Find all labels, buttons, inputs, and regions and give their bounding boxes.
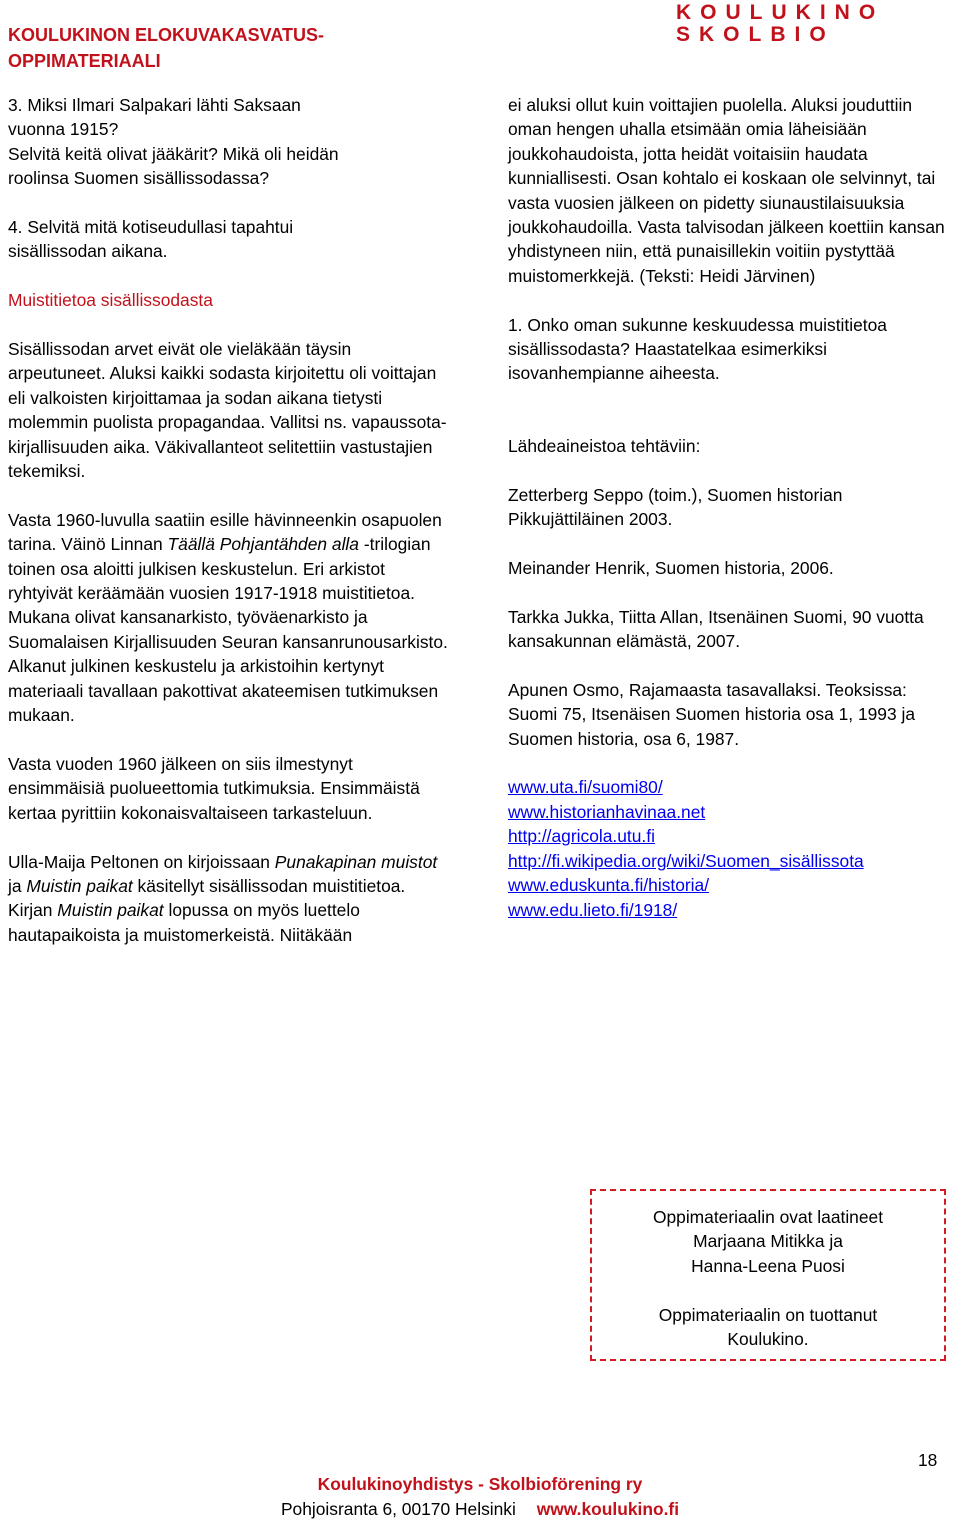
right-column [508,93,948,922]
paragraph-3: Vasta vuoden 1960 jälkeen on siis ilmestynyt ensimmäisiä puolueettomia tutkimuksia. Ensimmäistä kertaa pyrittiin kokonaisvaltaiseen tarkasteluun. [8,753,420,823]
source-2: Meinander Henrik, Suomen historia, 2006. [508,557,834,578]
book-title-muistin-paikat: Muistin paikat [26,875,133,896]
question-1: 1. Onko oman sukunne keskuudessa muistitietoa sisällissodasta? Haastatelkaa esimerkiksi isovanhempianne aiheesta. [508,314,887,384]
question-4-line2: sisällissodan aikana. [8,241,168,262]
credits-authors [592,1205,944,1278]
paragraph-4-text-b: ja [8,875,27,896]
credits-producer [592,1303,944,1352]
question-3 [8,93,448,191]
source-1: Zetterberg Seppo (toim.), Suomen historian Pikkujättiläinen 2003. [508,484,843,530]
paragraph-4-text-a: Ulla-Maija Peltonen on kirjoissaan [8,851,275,872]
paragraph-2-text-a: Vasta 1960-luvulla saatiin esille hävinneenkin osapuolen tarina. Väinö Linnan [8,509,442,555]
section-heading: Muistitietoa sisällissodasta [8,290,213,311]
paragraph-4-text-d: lopussa on myös luettelo hautapaikoista ja muistomerkeistä. Niitäkään [8,900,360,945]
footer-contact [0,1497,960,1522]
document-title-line1: KOULUKINON ELOKUVAKASVATUS- [8,25,324,45]
book-title-muistin-paikat-2: Muistin paikat [57,900,164,921]
credits-line1: Oppimateriaalin ovat laatineet [652,1207,884,1227]
logo-line2: SKOLBIO [676,23,835,46]
link-historianhavinaa[interactable]: www.historianhavinaa.net [508,801,706,822]
paragraph-4 [8,850,448,948]
footer-address: Pohjoisranta 6, 00170 Helsinki [280,1499,516,1519]
paragraph-1: Sisällissodan arvet eivät ole vieläkään täysin arpeutuneet. Aluksi kaikki sodasta kirjoitettu oli voittajan eli valkoisten kirjoittamaa ja sodan aikana tietysti molemmin puolista propagandaa. Vallitsi ns. vapaussota-kirjallisuuden aika. Väkivallanteot selitettiin vastustajien tekemiksi. [8,339,447,482]
footer-organization: Koulukinoyhdistys - Skolbioförening ry [317,1474,643,1494]
question-4-line1: 4. Selvitä mitä kotiseudullasi tapahtui [8,217,294,238]
link-list [508,775,948,921]
link-wikipedia[interactable]: http://fi.wikipedia.org/wiki/Suomen_sisällissota [508,850,864,871]
continued-paragraph: ei aluksi ollut kuin voittajien puolella. Aluksi jouduttiin oman hengen uhalla etsimään omia läheisiään joukkohaudoista, jotta heidät voitaisiin haudata kunniallisesti. Osan kohtalo ei koskaan ole selvinnyt, tai vasta vuosien jälkeen on pidetty siunaustilaisuuksia joukkohaudoilla. Vasta talvisodan jälkeen koettiin kansan yhdistyneen niin, että punaisillekin voitiin pystyttää muistomerkkejä. (Teksti: Heidi Järvinen) [508,95,945,286]
question-3-line3: Selvitä keitä olivat jääkärit? Mikä oli heidän [8,143,339,164]
source-3: Tarkka Jukka, Tiitta Allan, Itsenäinen Suomi, 90 vuotta kansakunnan elämästä, 2007. [508,606,924,652]
sources-heading: Lähdeaineistoa tehtäviin: [508,435,701,456]
link-agricola[interactable]: http://agricola.utu.fi [508,826,655,847]
paragraph-2 [8,508,448,728]
credits-line5: Koulukino. [727,1329,809,1350]
link-edu-lieto[interactable]: www.edu.lieto.fi/1918/ [508,899,678,920]
footer-website[interactable]: www.koulukino.fi [536,1499,680,1519]
book-title-punakapinan-muistot: Punakapinan muistot [274,851,438,872]
document-title-line2: OPPIMATERIAALI [8,51,161,71]
credits-line2: Marjaana Mitikka ja [693,1231,843,1252]
book-title-pohjantahden: Täällä Pohjantähden alla [167,534,359,555]
question-4 [8,215,448,264]
link-eduskunta[interactable]: www.eduskunta.fi/historia/ [508,875,710,896]
koulukino-logo [676,2,954,46]
credits-line4: Oppimateriaalin on tuottanut [658,1304,878,1325]
logo-line1: KOULUKINO [676,1,885,24]
paragraph-2-text-b: -trilogian toinen osa aloitti julkisen keskustelun. Eri arkistot ryhtyivät keräämään vuosien 1917-1918 muistitietoa. Mukana olivat kansanarkisto, työväenarkisto ja Suomalaisen Kirjallisuuden Seuran kansanrunousarkisto. Alkanut julkinen keskustelu ja arkistoihin kertynyt materiaali tavallaan pakottivat akateemisen tutkimuksen mukaan. [8,534,448,726]
footer [0,1472,960,1522]
source-4: Apunen Osmo, Rajamaasta tasavallaksi. Teoksissa: Suomi 75, Itsenäisen Suomen historia osa 1, 1993 ja Suomen historia, osa 6, 1987. [508,679,915,749]
question-3-line2: vuonna 1915? [8,119,119,140]
credits-box [590,1189,946,1361]
question-3-line4: roolinsa Suomen sisällissodassa? [8,168,269,189]
credits-line3: Hanna-Leena Puosi [691,1255,845,1276]
page-number: 18 [918,1450,938,1470]
paragraph-4-text-c: käsitellyt sisällissodan muistitietoa. Kirjan [8,875,406,921]
question-3-line1: 3. Miksi Ilmari Salpakari lähti Saksaan [8,95,301,115]
link-uta[interactable]: www.uta.fi/suomi80/ [508,777,663,798]
document-title [8,22,324,74]
left-column [8,93,448,972]
